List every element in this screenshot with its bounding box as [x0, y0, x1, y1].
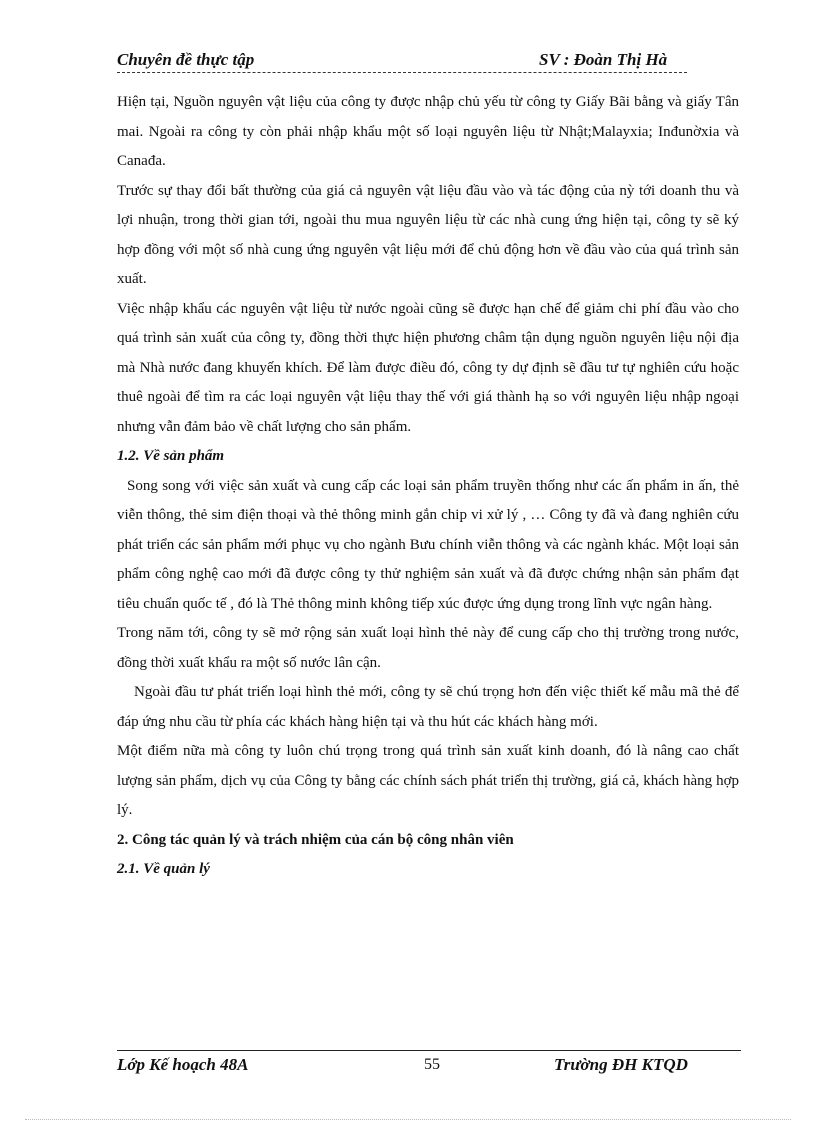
paragraph-card-design: Ngoài đầu tư phát triển loại hình thẻ mới, công ty sẽ chú trọng hơn đến việc thiết kế mẫu mã thẻ để đáp ứng nhu cầu từ phía các khách hàng hiện tại và thu hút các khách hàng mới. [117, 684, 739, 730]
page-number: 55 [424, 1056, 440, 1073]
paragraph-materials-source: Hiện tại, Nguồn nguyên vật liệu của công ty được nhập chủ yếu từ công ty Giấy Bãi bằng và giấy Tân mai. Ngoài ra công ty còn phải nhập khẩu một số loại nguyên liệu từ Nhật;Malayxia; Inđunờxia và Canađa. [117, 94, 739, 169]
page-footer [117, 1055, 741, 1077]
paragraph-quality: Một điểm nữa mà công ty luôn chú trọng trong quá trình sản xuất kinh doanh, đó là nâng cao chất lượng sản phẩm, dịch vụ của Công ty bằng các chính sách phát triển thị trường, giá cả, khách hàng hợp lý. [117, 743, 739, 818]
page-edge [25, 1119, 791, 1120]
footer-divider [117, 1050, 741, 1051]
footer-class: Lớp Kế hoạch 48A [117, 1055, 249, 1074]
paragraph-import-limits: Việc nhập khẩu các nguyên vật liệu từ nước ngoài cũng sẽ được hạn chế để giảm chi phí đầu vào cho quá trình sản xuất của công ty, đồng thời thực hiện phương châm tận dụng nguồn nguyên liệu nội địa mà Nhà nước đang khuyến khích. Để làm được điều đó, công ty dự định sẽ đầu tư tự nghiên cứu hoặc thuê ngoài để tìm ra các loại nguyên vật liệu thay thế với giá thành hạ so với nguyên liệu nhập ngoại nhưng vẫn đảm bảo về chất lượng cho sản phẩm. [117, 300, 739, 435]
paragraph-product-development: Song song với việc sản xuất và cung cấp các loại sản phẩm truyền thống như các ấn phẩm in ấn, thẻ viễn thông, thẻ sim điện thoại và thẻ thông minh gắn chip vi xử lý , … Công ty đã và đang nghiên cứu phát triển các sản phẩm mới phục vụ cho ngành Bưu chính viễn thông và các ngành khác. Một loại sản phẩm công nghệ cao mới đã được công ty thử nghiệm sản xuất và đã được chứng nhận sản phẩm đạt tiêu chuẩn quốc tế , đó là Thẻ thông minh không tiếp xúc được ứng dụng trong lĩnh vực ngân hàng. [117, 477, 739, 612]
paragraph-price-changes: Trước sự thay đổi bất thường của giá cả nguyên vật liệu đầu vào và tác động của nỳ tới doanh thu và lợi nhuận, trong thời gian tới, ngoài thu mua nguyên liệu từ các nhà cung ứng hiện tại, công ty sẽ ký hợp đồng với một số nhà cung ứng nguyên vật liệu mới để chủ động hơn về đầu vào của quá trình sản xuất. [117, 182, 739, 287]
subsection-heading-management: 2.1. Về quản lý [117, 861, 210, 877]
page-header [117, 50, 737, 70]
header-dashed-divider [117, 72, 687, 73]
header-topic: Chuyên đề thực tập [117, 50, 255, 69]
section-heading-products: 1.2. Về sản phẩm [117, 448, 225, 464]
footer-school: Trường ĐH KTQD [554, 1055, 688, 1074]
header-student: SV : Đoàn Thị Hà [539, 50, 668, 69]
document-body [117, 88, 739, 885]
paragraph-expansion: Trong năm tới, công ty sẽ mở rộng sản xuất loại hình thẻ này để cung cấp cho thị trường trong nước, đồng thời xuất khẩu ra một số nước lân cận. [117, 625, 739, 671]
section-heading-management: 2. Công tác quản lý và trách nhiệm của cán bộ công nhân viên [117, 831, 514, 848]
